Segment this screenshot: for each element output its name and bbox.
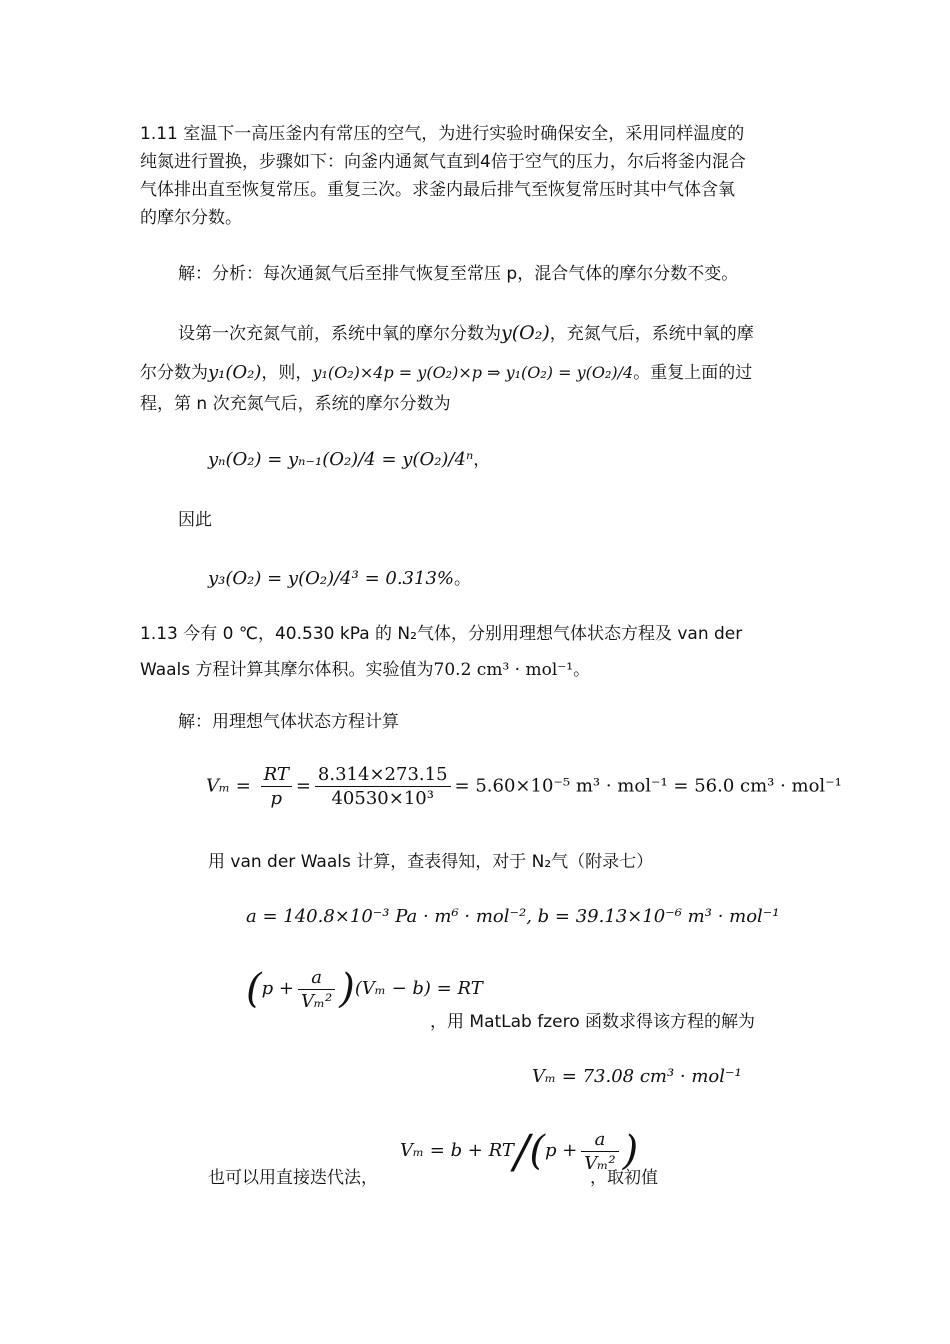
- eq-yn-comma: ，: [473, 450, 491, 470]
- solution-ideal-gas: 解：用理想气体状态方程计算: [178, 712, 399, 732]
- eq-vdw-constants: a = 140.8×10⁻³ Pa · m⁶ · mol⁻², b = 39.13×10⁻⁶ m³ · mol⁻¹: [246, 906, 780, 927]
- paren-open: (: [246, 966, 262, 1012]
- set-line-3: 程，第 n 次充氮气后，系统的摩尔分数为: [140, 394, 451, 414]
- solution-analysis: 解：分析：每次通氮气后至排气恢复至常压 p，混合气体的摩尔分数不变。: [178, 264, 739, 284]
- eq-y3-text: y₃(O₂) = y(O₂)/4³ = 0.313%: [208, 568, 455, 589]
- frac-a: a: [298, 967, 335, 990]
- frac-a-over-vm2: [298, 967, 335, 1012]
- frac-numeric-num: 8.314×273.15: [315, 764, 451, 787]
- frac-vm2: Vₘ²: [300, 990, 333, 1012]
- therefore: 因此: [178, 510, 212, 530]
- set-line-2-text-b: ，则，: [261, 363, 313, 383]
- frac-numeric: [315, 764, 451, 809]
- set-line-2-text-c: 。重复上面的过: [633, 363, 753, 383]
- eq-iter-p: p +: [544, 1140, 578, 1161]
- problem-1-13-line-2-end: 。: [573, 660, 591, 680]
- problem-1-13-line-1: 1.13 今有 0 ℃，40.530 kPa 的 N₂气体，分别用理想气体状态方程及 van der: [140, 624, 743, 644]
- experimental-value: 70.2 cm³ · mol⁻¹: [433, 660, 574, 680]
- eq-inline-derivation: y₁(O₂)×4p = y(O₂)×p ⇒ y₁(O₂) = y(O₂)/4: [312, 363, 634, 382]
- eq-ideal-gas: Vₘ = $\frac{RT}{p}$ = $\frac{8.314\times 273.15}{\text{40530×10³}}$ = 5.60×10⁻⁵ m³ · mol⁻¹ = 56.0 cm³ · mol⁻¹: [206, 764, 842, 809]
- eq-y-o2: y(O₂): [501, 322, 550, 344]
- eq-iter-lhs: Vₘ = b + RT: [400, 1140, 514, 1161]
- problem-1-11-line-2: 纯氮进行置换，步骤如下：向釜内通氮气直到4倍于空气的压力，尔后将釜内混合: [140, 152, 746, 172]
- eq-yn: [208, 449, 490, 470]
- frac-numeric-den: 40530×10³: [331, 788, 434, 809]
- slash: /: [513, 1124, 530, 1178]
- vdw-intro: 用 van der Waals 计算，查表得知，对于 N₂气（附录七）: [208, 852, 654, 872]
- paren-close: ): [339, 966, 355, 1012]
- problem-1-11-line-3: 气体排出直至恢复常压。重复三次。求釜内最后排气至恢复常压时其中气体含氧: [140, 180, 735, 200]
- frac-a-iter: a: [581, 1129, 618, 1152]
- problem-1-11-line-4: 的摩尔分数。: [140, 208, 242, 228]
- eq-y3-period: 。: [454, 569, 472, 589]
- frac-a-over-vm2-iter: [581, 1129, 618, 1174]
- eq-y3: [208, 564, 471, 589]
- eq-vm-result: Vₘ = 73.08 cm³ · mol⁻¹: [532, 1066, 742, 1087]
- set-line-1-text-b: ，充氮气后，系统中氧的摩: [549, 324, 754, 344]
- problem-1-11-line-1: 1.11 室温下一高压釜内有常压的空气，为进行实验时确保安全，采用同样温度的: [140, 124, 745, 144]
- iteration-text: 也可以用直接迭代法，: [208, 1168, 378, 1188]
- set-line-2-text-a: 尔分数为: [140, 363, 208, 383]
- set-line-2: [140, 362, 752, 384]
- problem-1-13-line-2: [140, 660, 590, 680]
- paren-open-2: (: [529, 1128, 545, 1174]
- eq-vdw-rest: (Vₘ − b) = RT: [354, 978, 483, 999]
- frac-rt-over-p: [261, 764, 292, 809]
- eq-vdw: [246, 966, 483, 1012]
- initial-value-text: ，取初值: [590, 1168, 658, 1188]
- frac-p: p: [270, 788, 282, 809]
- frac-vm2-iter: Vₘ²: [584, 1152, 616, 1174]
- problem-1-13-line-2-text: Waals 方程计算其摩尔体积。实验值为: [140, 660, 434, 680]
- eq-vm-lhs: Vₘ =: [206, 775, 251, 797]
- set-line-1: [178, 322, 754, 345]
- frac-rt: RT: [261, 764, 292, 787]
- set-line-1-text-a: 设第一次充氮气前，系统中氧的摩尔分数为: [178, 324, 501, 344]
- paren-close-2: ): [622, 1128, 639, 1174]
- eq-vdw-p: p +: [261, 978, 294, 999]
- matlab-text: ，用 MatLab fzero 函数求得该方程的解为: [430, 1012, 756, 1032]
- eq-yn-text: yₙ(O₂) = yₙ₋₁(O₂)/4 = y(O₂)/4ⁿ: [208, 449, 474, 470]
- eq-ideal-rhs: = 5.60×10⁻⁵ m³ · mol⁻¹ = 56.0 cm³ · mol⁻¹: [454, 775, 842, 797]
- eq-y1-o2: y₁(O₂): [208, 362, 262, 383]
